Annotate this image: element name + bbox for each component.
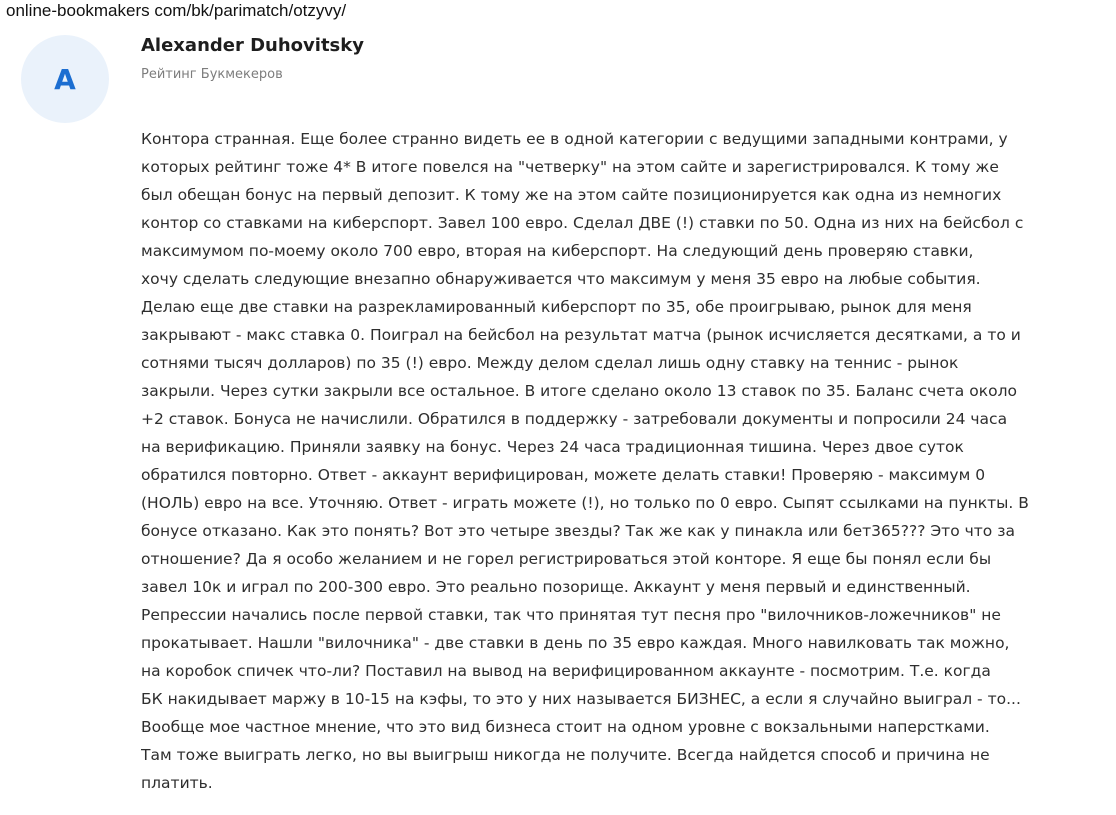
avatar — [21, 35, 109, 123]
page-url: online-bookmakers com/bk/parimatch/otzyvy/ — [6, 1, 347, 20]
review-line: (НОЛЬ) евро на все. Уточняю. Ответ - играть можете (!), но только по 0 евро. Сыпят ссылками на пункты. В — [141, 494, 1029, 512]
review-line: +2 ставок. Бонуса не начислили. Обратился в поддержку - затребовали документы и попросили 24 часа — [141, 410, 1008, 428]
review-line: Репрессии начались после первой ставки, так что принятая тут песня про "вилочников-ложечников" не — [141, 606, 1001, 624]
review-line: БК накидывает маржу в 10-15 на кэфы, то это у них называется БИЗНЕС, а если я случайно выиграл - то... — [141, 690, 1021, 708]
review-line: контор со ставками на киберспорт. Завел 100 евро. Сделал ДВЕ (!) ставки по 50. Одна из них на бейсбол с — [141, 214, 1024, 232]
review-line: был обещан бонус на первый депозит. К тому же на этом сайте позиционируется как одна из немногих — [141, 186, 1002, 204]
review-line: на коробок спичек что-ли? Поставил на вывод на верифицированном аккаунте - посмотрим. Т.е. когда — [141, 662, 991, 680]
review-text — [141, 125, 1109, 797]
review-line: на верификацию. Приняли заявку на бонус. Через 24 часа традиционная тишина. Через двое суток — [141, 438, 964, 456]
review-line: платить. — [141, 774, 213, 792]
review-line: бонусе отказано. Как это понять? Вот это четыре звезды? Так же как у пинакла или бет365??? Это что за — [141, 522, 1015, 540]
review-line: завел 10к и играл по 200-300 евро. Это реально позорище. Аккаунт у меня первый и единственный. — [141, 578, 971, 596]
review-line: Контора странная. Еще более странно видеть ее в одной категории с ведущими западными контрами, у — [141, 130, 1008, 148]
review-line: Там тоже выиграть легко, но вы выигрыш никогда не получите. Всегда найдется способ и причина не — [141, 746, 990, 764]
review-line: хочу сделать следующие внезапно обнаруживается что максимум у меня 35 евро на любые события. — [141, 270, 981, 288]
review-line: которых рейтинг тоже 4* В итоге повелся на "четверку" на этом сайте и зарегистрировался. К тому же — [141, 158, 999, 176]
review-line: обратился повторно. Ответ - аккаунт верифицирован, можете делать ставки! Проверяю - максимум 0 — [141, 466, 986, 484]
review-author-name[interactable]: Alexander Duhovitsky — [141, 35, 364, 56]
review-line: прокатывает. Нашли "вилочника" - две ставки в день по 35 евро каждая. Много навилковать так можно, — [141, 634, 1010, 652]
review-line: Вообще мое частное мнение, что это вид бизнеса стоит на одном уровне с вокзальными наперстками. — [141, 718, 990, 736]
review-line: закрыли. Через сутки закрыли все остальное. В итоге сделано около 13 ставок по 35. Баланс счета около — [141, 382, 1017, 400]
review-line: сотнями тысяч долларов) по 35 (!) евро. Между делом сделал лишь одну ставку на теннис - рынок — [141, 354, 959, 372]
review-line: отношение? Да я особо желанием и не горел регистрироваться этой конторе. Я еще бы понял если бы — [141, 550, 992, 568]
review-source-label: Рейтинг Букмекеров — [141, 67, 283, 82]
avatar-letter: A — [54, 62, 76, 96]
review-line: Делаю еще две ставки на разрекламированный киберспорт по 35, обе проигрываю, рынок для меня — [141, 298, 972, 316]
review-line: закрывают - макс ставка 0. Поиграл на бейсбол на результат матча (рынок исчисляется десятками, а то и — [141, 326, 1021, 344]
review-line: максимумом по-моему около 700 евро, вторая на киберспорт. На следующий день проверяю ставки, — [141, 242, 974, 260]
